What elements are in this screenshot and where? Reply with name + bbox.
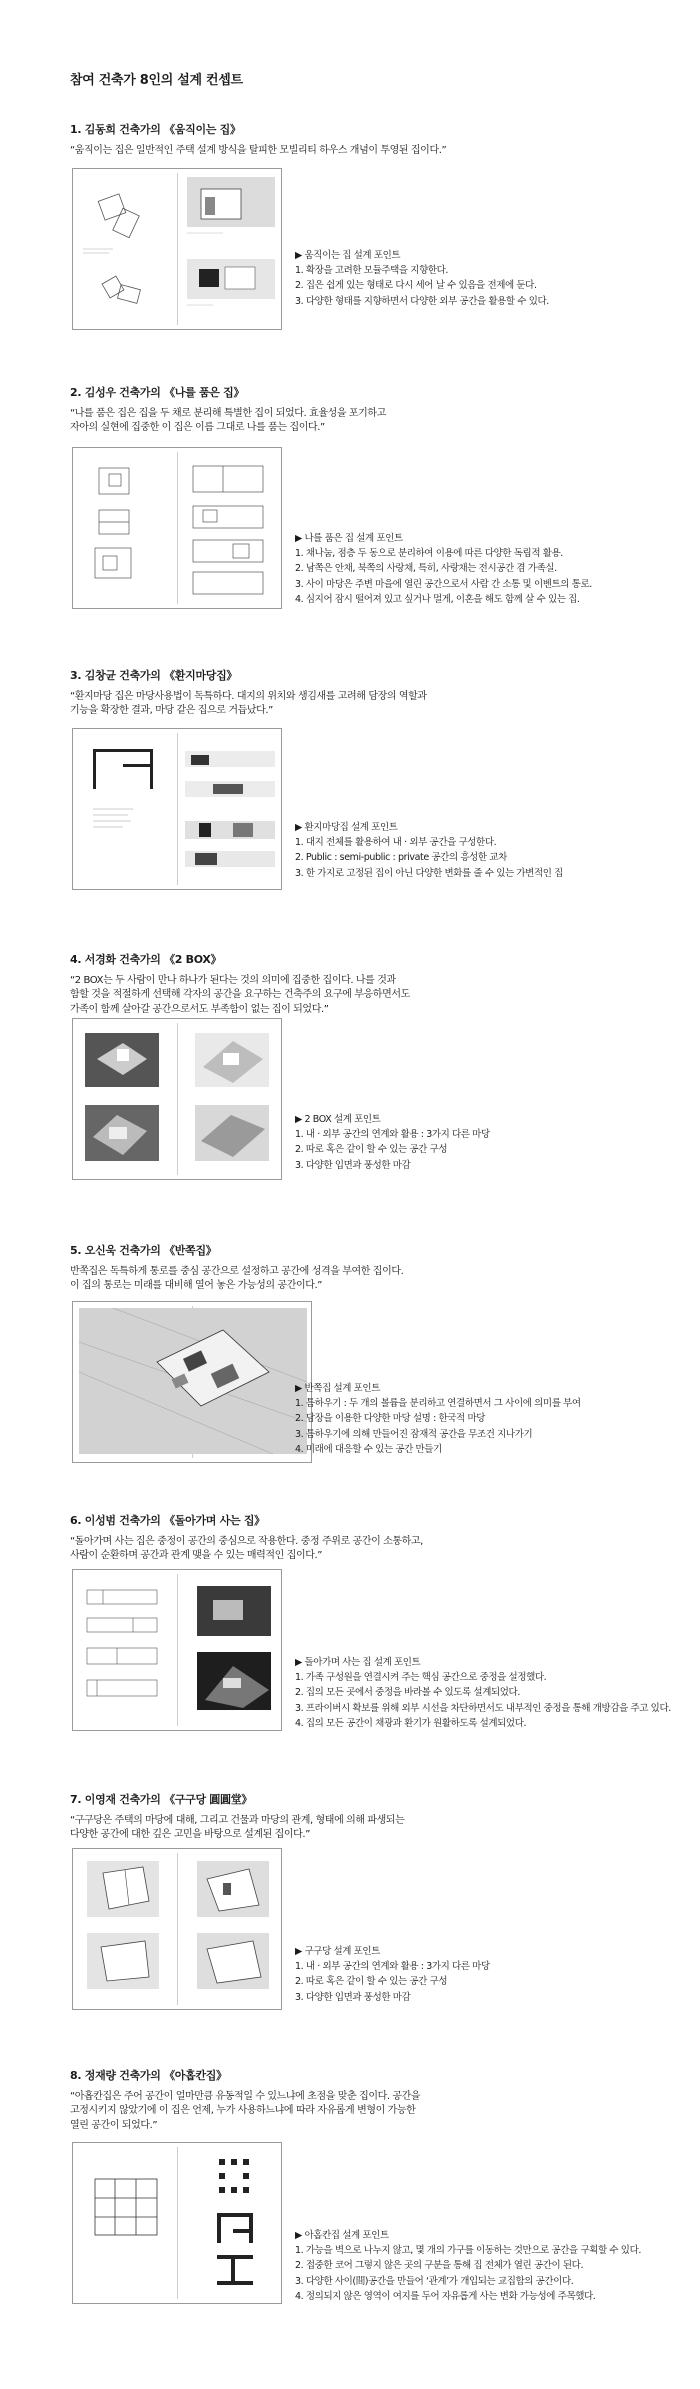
point-item: 3. 다양한 입면과 풍성한 마감 — [295, 1991, 411, 2003]
point-item: 3. 틈하우기에 의해 만들어진 잠재적 공간을 무조건 지나가기 — [295, 1428, 533, 1440]
point-item: 1. 가족 구성원을 연결시켜 주는 핵심 공간으로 중정을 설정했다. — [295, 1672, 547, 1684]
point-item: 2. 담장을 이용한 다양한 마당 설명 : 한국적 마당 — [295, 1413, 486, 1425]
point-item: 3. 다양한 사이(間)공간을 만들어 ‘관계’가 개입되는 교집합의 공간이다. — [295, 2275, 574, 2287]
architect-section-5 — [70, 1243, 670, 1483]
point-item: 3. 사이 마당은 주변 마을에 열린 공간으로서 사람 간 소통 및 이벤트의 통로. — [295, 578, 592, 590]
section-title: 4. 서경화 건축가의 《2 BOX》 — [70, 953, 222, 966]
design-points — [295, 531, 592, 607]
site-plan-figure — [73, 1302, 313, 1464]
section-quote — [70, 407, 630, 436]
section-title: 7. 이영재 건축가의 《구구당 圓圓堂》 — [70, 1793, 253, 1806]
point-item: 4. 정의되지 않은 영역이 여지를 두어 자유롭게 사는 변화 가능성에 주목했다. — [295, 2290, 596, 2302]
plan-drawings-figure — [73, 1849, 283, 2011]
points-title: ▶ 환지마당집 설계 포인트 — [295, 822, 398, 833]
architect-section-3 — [70, 668, 670, 928]
quote-line: 사람이 순환하며 공간과 관계 맺을 수 있는 매력적인 집이다.” — [70, 1550, 323, 1562]
section-quote — [70, 1814, 630, 1843]
architect-section-8 — [70, 2068, 670, 2368]
book-spread-image — [72, 728, 282, 890]
quote-line: 가족이 함께 살아갈 공간으로서도 부족함이 없는 집이 되었다.” — [70, 1003, 329, 1015]
point-item: 1. 확장을 고려한 모듈주택을 지향한다. — [295, 265, 449, 277]
quote-line: 다양한 공간에 대한 깊은 고민을 바탕으로 설계된 집이다.” — [70, 1829, 310, 1841]
point-item: 1. 채나눔, 점층 두 동으로 분리하여 이용에 따른 다양한 독립적 활용. — [295, 548, 563, 560]
points-title: ▶ 2 BOX 설계 포인트 — [295, 1114, 381, 1125]
quote-line: 고정시키지 않았기에 이 집은 언제, 누가 사용하느냐에 따라 자유롭게 변형이 가능한 — [70, 2105, 416, 2117]
point-item: 2. 접중한 코어 그렇지 않은 곳의 구분을 통해 집 전체가 열린 공간이 된다. — [295, 2260, 584, 2272]
point-item: 3. 프라이버시 확보를 위해 외부 시선을 차단하면서도 내부적인 중정을 통해 개방감을 주고 있다. — [295, 1702, 671, 1714]
design-points — [295, 248, 549, 309]
page-title: 참여 건축가 8인의 설계 컨셉트 — [70, 73, 243, 88]
book-spread-image — [72, 1848, 282, 2010]
quote-line: 기능을 확장한 결과, 마당 같은 집으로 거듭났다.” — [70, 705, 273, 717]
design-points — [295, 1112, 490, 1173]
plan-drawings-figure — [73, 169, 283, 331]
points-title: ▶ 나를 품은 집 설계 포인트 — [295, 533, 403, 544]
section-title: 1. 김동희 건축가의 《움직이는 집》 — [70, 123, 241, 136]
book-spread-image — [72, 1569, 282, 1731]
quote-line: 이 집의 통로는 미래를 대비해 열어 놓은 가능성의 공간이다.” — [70, 1280, 323, 1292]
book-spread-image — [72, 447, 282, 609]
architect-section-1 — [70, 122, 670, 352]
point-item: 2. 따로 혹은 같이 할 수 있는 공간 구성 — [295, 1976, 448, 1988]
point-item: 1. 내 · 외부 공간의 연계와 활용 : 3가지 다른 마당 — [295, 1129, 490, 1141]
quote-line: “움직이는 집은 일반적인 주택 설계 방식을 탈피한 모빌리티 하우스 개념이 투영된 집이다.” — [70, 144, 447, 156]
quote-line: “2 BOX는 두 사람이 만나 하나가 된다는 것의 의미에 집중한 집이다. 나를 것과 — [70, 974, 396, 986]
points-title: ▶ 돌아가며 사는 집 설계 포인트 — [295, 1657, 421, 1668]
section-quote — [70, 1535, 630, 1564]
points-title: ▶ 반쪽집 설계 포인트 — [295, 1383, 380, 1394]
design-points — [295, 820, 563, 881]
point-item: 2. 집의 모든 곳에서 중정을 바라볼 수 있도록 설계되었다. — [295, 1687, 520, 1699]
point-item: 2. Public : semi-public : private 공간의 흥성한 교차 — [295, 852, 507, 864]
plan-drawings-figure — [73, 729, 283, 891]
section-title: 5. 오신욱 건축가의 《반쪽집》 — [70, 1244, 217, 1257]
point-item: 1. 가능을 벽으로 나누지 않고, 몇 개의 가구를 이동하는 것만으로 공간을 구획할 수 있다. — [295, 2245, 641, 2257]
point-item: 2. 남쪽은 안채, 북쪽의 사랑채, 특히, 사랑채는 전시공간 겸 가족실. — [295, 563, 557, 575]
section-quote — [70, 2090, 630, 2134]
point-item: 1. 대지 전체를 활용하여 내 · 외부 공간을 구성한다. — [295, 837, 497, 849]
points-title: ▶ 움직이는 집 설계 포인트 — [295, 250, 401, 261]
quote-line: “나를 품은 집은 집을 두 채로 분리해 특별한 집이 되었다. 효율성을 포기하고 — [70, 407, 386, 419]
points-title: ▶ 구구당 설계 포인트 — [295, 1946, 380, 1957]
plan-drawings-figure — [73, 2143, 283, 2305]
point-item: 1. 내 · 외부 공간의 연계와 활용 : 3가지 다른 마당 — [295, 1961, 490, 1973]
architect-section-7 — [70, 1792, 670, 2042]
quote-line: 함할 것을 적절하게 선택해 각자의 공간을 요구하는 건축주의 요구에 부응하면서도 — [70, 989, 410, 1001]
plan-drawings-figure — [73, 448, 283, 610]
section-title: 8. 정재량 건축가의 《아홉칸집》 — [70, 2069, 227, 2082]
section-quote — [70, 144, 630, 159]
quote-line: 반쪽집은 독특하게 통로를 중심 공간으로 설정하고 공간에 성격을 부여한 집이다. — [70, 1265, 404, 1277]
quote-line: “돌아가며 사는 집은 중정이 공간의 중심으로 작용한다. 중정 주위로 공간이 소통하고, — [70, 1535, 423, 1547]
architect-section-6 — [70, 1513, 670, 1783]
point-item: 3. 다양한 입면과 풍성한 마감 — [295, 1159, 411, 1171]
quote-line: “구구당은 주택의 마당에 대해, 그리고 건물과 마당의 관계, 형태에 의해 파생되는 — [70, 1814, 405, 1826]
point-item: 4. 미래에 대응할 수 있는 공간 만들기 — [295, 1443, 442, 1455]
point-item: 4. 심지어 잠시 떨어져 있고 싶거나 멀게, 이혼을 해도 함께 살 수 있는 집. — [295, 593, 580, 605]
architect-section-4 — [70, 952, 670, 1222]
section-title: 3. 김창균 건축가의 《환지마당집》 — [70, 669, 238, 682]
quote-line: 열린 공간이 되었다.” — [70, 2119, 158, 2131]
book-spread-image — [72, 168, 282, 330]
design-points — [295, 2228, 641, 2304]
quote-line: “환지마당 집은 마당사용법이 독특하다. 대지의 위치와 생김새를 고려해 담장의 역할과 — [70, 690, 427, 702]
section-quote — [70, 690, 630, 719]
point-item: 4. 집의 모든 공간이 채광과 환기가 원활하도록 설계되었다. — [295, 1717, 527, 1729]
point-item: 2. 따로 혹은 같이 할 수 있는 공간 구성 — [295, 1144, 448, 1156]
points-title: ▶ 아홉칸집 설계 포인트 — [295, 2230, 389, 2241]
design-points — [295, 1381, 581, 1457]
point-item: 2. 집은 쉽게 있는 형태로 다시 세어 날 수 있음을 전제에 둔다. — [295, 280, 537, 292]
section-quote — [70, 1265, 630, 1294]
section-title: 6. 이성범 건축가의 《돌아가며 사는 집》 — [70, 1514, 265, 1527]
point-item: 3. 한 가지로 고정된 집이 아닌 다양한 변화를 줄 수 있는 가변적인 집 — [295, 867, 563, 879]
book-spread-image — [72, 1301, 312, 1463]
design-points — [295, 1944, 490, 2005]
point-item: 3. 다양한 형태를 지향하면서 다양한 외부 공간을 활용할 수 있다. — [295, 295, 549, 307]
point-item: 1. 틈하우기 : 두 개의 볼륨을 분리하고 연결하면서 그 사이에 의미를 부여 — [295, 1398, 581, 1410]
render-images-figure — [73, 1019, 283, 1181]
section-quote — [70, 974, 630, 1018]
quote-line: 자아의 실현에 집중한 이 집은 이름 그대로 나를 품는 집이다.” — [70, 422, 325, 434]
section-title: 2. 김성우 건축가의 《나를 품은 집》 — [70, 386, 245, 399]
elevation-photos-figure — [73, 1570, 283, 1732]
architect-section-2 — [70, 385, 670, 645]
quote-line: “아홉칸집은 주어 공간이 얼마만큼 유동적일 수 있느냐에 초점을 맞춘 집이다. 공간을 — [70, 2090, 421, 2102]
book-spread-image — [72, 2142, 282, 2304]
design-points — [295, 1655, 671, 1731]
book-spread-image — [72, 1018, 282, 1180]
